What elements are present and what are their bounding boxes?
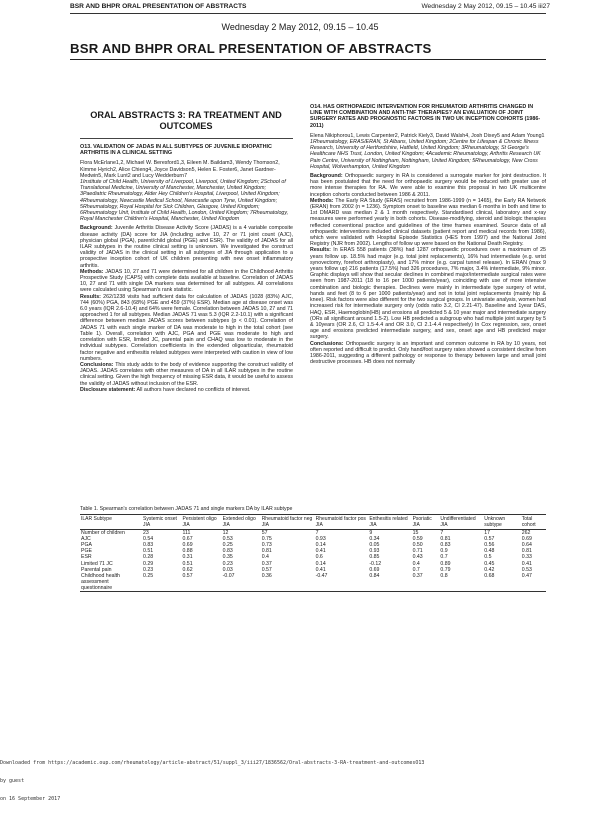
table-cell: 0.56 (484, 542, 495, 549)
table-cell: 111 (182, 530, 191, 537)
conclusions-label: Conclusions: (310, 340, 344, 347)
background-label: Background: (80, 225, 113, 232)
table-cell: 0.29 (143, 560, 154, 567)
abstract-o14 (310, 104, 546, 365)
table-cell: 0.05 (369, 542, 380, 549)
running-head-right: Wednesday 2 May 2012, 09.15 – 10.45 iii27 (421, 3, 550, 10)
table-cell: 0.48 (484, 548, 495, 555)
table-cell: 0.8 (439, 573, 483, 592)
section-title: ORAL ABSTRACTS 3: RA TREATMENT AND OUTCOMES (90, 110, 282, 131)
abstract-o13-authors: Flora McErlane1,2, Michael W. Beresford1,3, Eileen M. Baildam3, Wendy Thomson2, Kimme Hyrich2, Alice Chieng4, Joyce Davidson5, Helen E. Foster6, Janet Gardner-Medwin5, Mark Lunt2 and Lucy Wedderburn7 (80, 160, 280, 179)
table-cell: 0.5 (484, 554, 492, 561)
table-cell: 0.28 (143, 554, 154, 561)
methods-label: Methods: (310, 197, 334, 204)
conclusions-label: Conclusions: (80, 361, 114, 368)
disclosure-label: Disclosure statement: (80, 386, 136, 393)
table-row (80, 573, 546, 592)
table-cell: 0.42 (484, 566, 495, 573)
table-cell: 15 (412, 530, 419, 537)
table-cell: 12 (222, 530, 229, 537)
table-1 (80, 506, 546, 592)
table-cell: 0.85 (369, 554, 380, 561)
table-header-cell: Persistent oligo JIA (181, 515, 221, 530)
table-cell: 0.03 (222, 566, 233, 573)
table-cell: 0.57 (181, 573, 221, 592)
download-note-line: by guest (0, 778, 25, 784)
table-cell: 262 (521, 530, 531, 537)
table-cell: 0.69 (521, 536, 532, 543)
background-text: Juvenile Arthritis Disease Activity Score (JADAS) is a 4 variable composite disease activity (DA) score for JIA (including active 10, 27 or 71 joint count (AJC), physician global (PGA), parent/child global (PGE) and ESR). The validity of JADAS for all ILAR subtypes in the routine clinical setting is unknown. We investigated the construct validity of JADAS in the clinical setting in all subtypes of JIA through application to a prospective inception cohort of UK children presenting with new onset inflammatory arthritis. (80, 225, 293, 269)
abstract-o13 (80, 144, 293, 393)
table-cell: 0.36 (261, 573, 315, 592)
results-text: In ERAS 558 patients (38%) had 1287 orthopaedic procedures over a maximum of 25 years follow up. 18.5% had major (e.g. total joint replacements), 16% had intermediate (e.g. wrist synovectomy, forefoot arthroplasty), and 17% minor (e.g. carpal tunnel release). In ERAN (max 9 years follow up) 216 patients (17.5%) had 326 procedures, 7% major, 3.4% intermediate, 9% minor. Graphic displays will show that secular declines in combined major/intermediate surgical rates were seen from 1987-2011 (18 to 16 per 1000 patients/year), coinciding with use of more intensive combination and biologic therapies. Declines were mainly in intermediate type surgery of wrist, hands and feet (8 to 6 per 1000 patients/year) and not in total joint replacements (mainly hip & knee). Risk factors were also different for the two surgical groups. In univariate analysis, women had increased risk for intermediate surgery only (odds ratio 3.2, CI 2.21-47). Baseline and 1year DAS, HAQ, ESR, Haemoglobin(HB) and erosions all predicted 5 & 10 year major and intermediate surgery (ORs all significant around 1.5-2). Low HB predicted a subgroup who had multiple joint surgery by 5 & 10years (OR 2.6, CI 1.5-4.4 and OR 3.0, CI 2.1-4.4 respectively) In Cox regression, sex, onset age and erosions predicted intermediate surgery, and sex, onset age and HB predicted major surgery. (310, 247, 546, 341)
table-cell: 0.67 (182, 536, 193, 543)
table-cell: 17 (484, 530, 491, 537)
table-row-label: ESR (81, 554, 92, 561)
section-rule (80, 138, 293, 139)
table-cell: 0.7 (440, 554, 448, 561)
table-cell: 0.83 (143, 542, 154, 549)
table-header-row (80, 515, 546, 530)
abstract-o14-authors: Elena Nikiphorou1, Lewis Carpenter2, Patrick Kiely3, David Walsh4, Josh Dixey5 and Adam Young1 (310, 132, 545, 139)
table-cell: 0.69 (182, 542, 193, 549)
abstract-o14-conclusions (310, 341, 546, 366)
download-note-line: Downloaded from https://academic.oup.com/rheumatology/article-abstract/51/suppl_3/iii27/1836562/Oral-abstracts-3-RA-treatment-and-outcomesO13 (0, 760, 425, 766)
table-cell: 0.4 (261, 554, 269, 561)
table-cell: 9 (369, 530, 373, 537)
table-cell: -0.47 (315, 573, 369, 592)
background-text: Orthopaedic surgery in RA is considered a surrogate marker for joint destruction. It has been postulated that the need for orthopaedic surgery would be reduced with greater use of more intense therapies for RA. We were able to examine this proposal in two UK multicentre inception cohorts conducted between 1986 & 2011. (310, 173, 546, 198)
table-cell: 23 (143, 530, 149, 537)
table-cell: 0.62 (182, 566, 193, 573)
table-cell: 0.51 (143, 548, 154, 555)
table-row-label: Limited 71 JC (81, 560, 113, 567)
table-cell: 0.81 (261, 548, 272, 555)
table-cell: 7 (440, 530, 444, 537)
conclusions-text: This study adds to the body of evidence supporting the construct validity of JADAS. JADAS correlates with other measures of DA in all ILAR subtypes in the routine clinical setting. Given the high frequency of missing ESR data, it would be useful to assess the validity of JADAS without inclusion of the ESR. (80, 361, 293, 387)
results-label: Results: (80, 293, 101, 300)
main-title: BSR AND BHPR ORAL PRESENTATION OF ABSTRACTS (70, 41, 432, 56)
table-cell: 0.53 (521, 566, 532, 573)
abstract-o14-results (310, 247, 546, 340)
table-cell: 0.37 (261, 560, 272, 567)
table-cell: 0.14 (315, 560, 326, 567)
table-cell: 7 (315, 530, 319, 537)
table-cell: 0.75 (261, 536, 272, 543)
table-cell: 0.14 (315, 542, 326, 549)
table-cell: 0.6 (315, 554, 323, 561)
table-cell: 0.23 (222, 560, 233, 567)
table-cell: 0.31 (182, 554, 193, 561)
background-label: Background: (310, 173, 343, 180)
table-cell: 0.37 (412, 573, 440, 592)
table-row-label: Parental pain (81, 566, 112, 573)
correlation-table (80, 514, 546, 592)
table-header-cell: Undifferentiated JIA (439, 515, 483, 530)
results-label: Results: (310, 247, 331, 254)
table-row-label: AJC (81, 536, 91, 543)
abstract-o14-title: O14. HAS ORTHOPAEDIC INTERVENTION FOR RHEUMATOID ARTHRITIS CHANGED IN LINE WITH COMBINATION AND ANTI-TNF THERAPIES? AN EVALUATION OF JOINT SURGERY RATES AND PROGNOSTIC FACTORS IN TWO UK INCEPTION COHORTS (1986-2011) (310, 104, 541, 129)
table-cell: 0.59 (412, 536, 423, 543)
table-cell: 0.88 (182, 548, 193, 555)
abstract-o13-conclusions (80, 362, 293, 387)
abstract-o13-background (80, 225, 293, 268)
table-cell: 0.93 (315, 536, 326, 543)
disclosure-text: All authors have declared no conflicts of interest. (136, 386, 251, 393)
table-header-cell: Extended oligo JIA (222, 515, 261, 530)
abstract-o14-background (310, 173, 546, 198)
conclusions-text: Orthopaedic surgery is an important and common outcome in RA by 10 years, not often reported and difficult to predict. Only hand/foot surgery rates showed a consistent decline from 1986-2011, suggesting a different pathology or response to therapy between large and small joint destructive processes. HB does not normally (310, 340, 546, 366)
table-cell: 0.43 (412, 554, 423, 561)
table-cell: 0.93 (369, 548, 380, 555)
table-cell: 0.81 (440, 536, 451, 543)
table-row-label: Childhood health assessment questionnaire (80, 573, 142, 592)
table-cell: 0.51 (182, 560, 193, 567)
table-cell: 0.50 (412, 542, 423, 549)
table-cell: 0.34 (369, 536, 380, 543)
table-cell: 0.53 (222, 536, 233, 543)
table-header-cell: Rheumatoid factor neg JIA (261, 515, 315, 530)
table-cell: 0.25 (142, 573, 181, 592)
table-cell: 57 (261, 530, 268, 537)
abstract-o13-affiliations: 1Institute of Child Health, University of Liverpool, Liverpool, United Kingdom; 2School of Translational Medicine, University of Manchester, Manchester, United Kingdom; 3Paediatric Rheumatology, Alder Hey Children's Hospital, Liverpool, United Kingdom; 4Rheumatology, Newcastle Medical School, Newcastle upon Tyne, United Kingdom; 5Rheumatology, Royal Hospital for Sick Children, Glasgow, United Kingdom; 6Rheumatology Unit, Institute of Child Health, London, United Kingdom; 7Rheumatology, Royal Manchester Children's Hospital, Manchester, United Kingdom (80, 179, 289, 223)
abstract-o13-disclosure (80, 387, 293, 393)
table-header-cell: Systemic onset JIA (142, 515, 181, 530)
methods-label: Methods: (80, 268, 104, 275)
table-cell: 0.79 (440, 566, 451, 573)
running-head (70, 3, 550, 10)
abstract-o13-methods (80, 269, 293, 294)
table-cell: 0.83 (222, 548, 233, 555)
table-cell: 0.47 (521, 573, 546, 592)
table-cell: 0.41 (315, 566, 326, 573)
table-cell: 0.25 (222, 542, 233, 549)
table-row (80, 530, 546, 537)
table-cell: 0.4 (412, 560, 420, 567)
abstract-o13-title: O13. VALIDATION OF JADAS IN ALL SUBTYPES OF JUVENILE IDIOPATHIC ARTHRITIS IN A CLINICAL SETTING (80, 144, 272, 157)
methods-text: JADAS 10, 27 and 71 were determined for all children in the Childhood Arthritis Prospective Study (CAPS) with complete data available at baseline. Correlation of JADAS 10, 27 and 71 with single DA markers was determined for all subtypes. All correlations were calculated using Spearman's rank statistic. (80, 268, 293, 294)
session-date: Wednesday 2 May 2012, 09.15 – 10.45 (221, 22, 379, 32)
table-cell: 0.57 (261, 566, 272, 573)
table-cell: 0.81 (521, 548, 532, 555)
table-header-cell: Total cohort (521, 515, 546, 530)
table-cell: 0.7 (412, 566, 420, 573)
table-row-label: Number of children (81, 530, 125, 537)
running-head-rule (70, 13, 546, 14)
table-cell: 0.57 (484, 536, 495, 543)
results-text: 262/1238 visits had sufficient data for calculation of JADAS (1028 (83%) AJC, 744 (60%) PGA, 843 (68%) PGE and 459 (37%) ESR). Median age at disease onset was 6.0 years (IQR 2.6-10.4) and 64% were female. Correlation between JADAS 10, 27 and 71 approached 1 for all subtypes. Median JADAS 71 was 5.3 (IQR 2.2-10.1) with a significant difference between median JADAS scores between subtypes (p < 0.01). Correlation of JADAS 71 with each single marker of DA was moderate to high in the total cohort (see Table 1). Overall, correlation with AJC, PGA and PGE was moderate to high and correlation with ESR, limited JC, parental pain and CHAQ was low to moderate in the individual subtypes. Correlation coefficients in the extended oligoarticular, rheumatoid factor negative and enthesitis related subtypes were interpreted with caution in view of low numbers. (80, 293, 293, 362)
table-caption: Table 1. Spearman's correlation between JADAS 71 and single markers DA by ILAR subtype (80, 506, 293, 512)
methods-text: The Early RA Study (ERAS) recruited from 1986-1999 (n = 1465), the Early RA Network (ERAN) from 2002 (n = 1236). Symptom onset to baseline was median 6 months in both and time to 1st DMARD was median 2 & 1 month respectively. Standardised clinical, laboratory and x-ray measures were performed yearly in both cohorts. Disease-modifying, steroid and biologic therapies reflected conventional practice and guidelines of the time frames examined. Source data of all orthopaedic interventions included clinical datasets (patient report and medical records from 1986), which were validated with Hospital Episode Statistics (HES from 1997) and the National Joint Registry (NJR from 2002). Lengths of follow up were based on the National Death Registry. (310, 197, 546, 248)
table-cell: 0.83 (440, 542, 451, 549)
table-header-cell: Rheumatoid factor pos JIA (315, 515, 369, 530)
table-cell: 0.33 (521, 554, 532, 561)
table-cell: 0.71 (412, 548, 423, 555)
table-row-label: PGE (81, 548, 92, 555)
table-cell: 0.73 (261, 542, 272, 549)
table-cell: 0.68 (483, 573, 520, 592)
download-note (0, 748, 600, 814)
table-body (80, 530, 546, 592)
table-header-cell: ILAR Subtype (80, 515, 142, 530)
table-cell: 0.23 (143, 566, 154, 573)
table-cell: -0.07 (222, 573, 261, 592)
abstract-o14-methods (310, 198, 546, 248)
title-rule (70, 59, 546, 60)
table-cell: 0.89 (440, 560, 451, 567)
table-cell: 0.64 (521, 542, 532, 549)
table-header-cell: Psoriatic JIA (412, 515, 440, 530)
table-row-label: PGA (81, 542, 92, 549)
abstract-o14-affiliations: 1Rheumatology, ERAS/ERAN, St Albans, United Kingdom; 2Centre for Lifespan & Chronic Illness Research, University of Hertfordshire, Hatfield, United Kingdom; 3Rheumatology, St George's Healthcare NHS Trust, London, United Kingdom; 4Academic Rheumatology, Arthritis Research UK Pain Centre, University of Nottingham, Nottingham, United Kingdom; 5Rheumatology, New Cross Hospital, Wolverhampton, United Kingdom (310, 139, 541, 170)
table-cell: 0.41 (315, 548, 326, 555)
table-cell: 0.54 (143, 536, 154, 543)
table-cell: 0.41 (521, 560, 532, 567)
table-header-cell: Enthesitis related JIA (368, 515, 411, 530)
abstract-o13-results (80, 294, 293, 362)
table-cell: 0.9 (440, 548, 448, 555)
running-head-left: BSR AND BHPR ORAL PRESENTATION OF ABSTRACTS (70, 3, 247, 10)
table-cell: 0.45 (484, 560, 495, 567)
table-cell: 0.69 (369, 566, 380, 573)
table-cell: -0.12 (369, 560, 382, 567)
download-note-line: on 16 September 2017 (0, 796, 61, 802)
table-cell: 0.35 (222, 554, 233, 561)
table-header-cell: Unknown subtype (483, 515, 520, 530)
table-cell: 0.84 (368, 573, 411, 592)
